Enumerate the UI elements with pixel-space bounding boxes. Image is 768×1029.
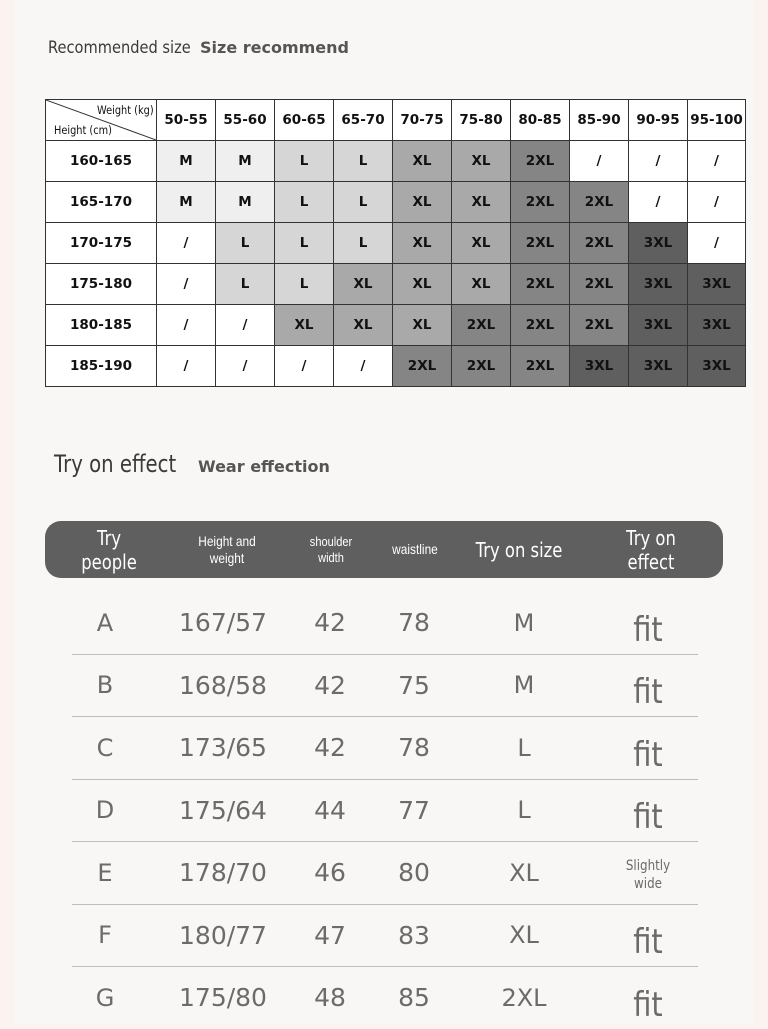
size-cell: 2XL [570,264,629,305]
height-header: 185-190 [46,346,157,387]
try-shoulder: 47 [314,920,346,950]
size-cell: XL [334,264,393,305]
size-chart-row [46,182,746,223]
size-chart-table [45,99,746,387]
size-cell: L [275,264,334,305]
size-cell: 2XL [570,223,629,264]
corner-weight-label: Weight (kg) [97,103,154,117]
try-header-bar [45,521,723,578]
try-effect: Slightly wide [625,857,671,892]
try-effect: fit [633,609,663,650]
try-shoulder: 44 [314,795,346,825]
size-cell: M [157,141,216,182]
try-effect: fit [633,672,663,713]
try-row [72,717,698,780]
size-cell: 2XL [570,305,629,346]
size-cell: 3XL [570,346,629,387]
try-person-id: B [96,671,114,700]
try-height-weight: 175/64 [179,795,267,825]
size-cell: / [216,346,275,387]
size-chart-row [46,264,746,305]
size-cell: / [157,264,216,305]
try-effect: fit [633,922,663,963]
size-cell: XL [393,264,452,305]
size-cell: / [570,141,629,182]
try-height-weight: 175/80 [179,983,267,1013]
size-cell: L [334,141,393,182]
corner-height-label: Height (cm) [54,123,112,137]
weight-header: 60-65 [275,100,334,141]
header-waistline: waistline [392,541,438,558]
try-size: M [513,608,535,637]
size-chart-row [46,223,746,264]
size-chart-header-row [46,100,746,141]
header-shoulder-width: shoulder width [309,533,353,565]
header-try-people: Try people [81,525,137,574]
size-cell: M [157,182,216,223]
try-section-title [54,450,330,478]
try-waist: 77 [398,795,430,825]
try-height-weight: 168/58 [179,670,267,700]
size-title: Recommended size [48,38,191,58]
try-row [72,780,698,843]
size-cell: XL [393,223,452,264]
size-cell: / [629,141,688,182]
size-cell: L [275,182,334,223]
try-waist: 80 [398,858,430,888]
size-cell: 2XL [452,305,511,346]
size-cell: / [157,305,216,346]
try-effect: fit [633,797,663,838]
size-subtitle: Size recommend [200,38,349,57]
size-cell: 2XL [511,264,570,305]
try-row [72,905,698,968]
size-cell: L [334,223,393,264]
size-cell: XL [393,141,452,182]
weight-header: 75-80 [452,100,511,141]
weight-header: 85-90 [570,100,629,141]
weight-header: 90-95 [629,100,688,141]
size-cell: / [688,223,746,264]
size-cell: XL [452,182,511,223]
try-size: M [513,671,535,700]
header-try-size: Try on size [475,537,563,562]
size-cell: 3XL [629,305,688,346]
size-cell: L [275,223,334,264]
try-height-weight: 178/70 [179,858,267,888]
try-waist: 75 [398,670,430,700]
size-cell: XL [452,223,511,264]
height-header: 175-180 [46,264,157,305]
size-cell: 2XL [570,182,629,223]
size-cell: 2XL [511,346,570,387]
size-cell: XL [393,182,452,223]
header-height-weight: Height and weight [198,532,256,566]
size-cell: 2XL [511,305,570,346]
size-section-title [48,38,349,58]
size-cell: / [629,182,688,223]
try-height-weight: 173/65 [179,733,267,763]
height-header: 170-175 [46,223,157,264]
try-effect: fit [633,984,663,1025]
try-person-id: D [95,796,115,825]
weight-header: 55-60 [216,100,275,141]
size-cell: 3XL [629,346,688,387]
size-cell: M [216,141,275,182]
size-cell: / [275,346,334,387]
weight-header: 50-55 [157,100,216,141]
try-waist: 78 [398,608,430,638]
try-size: 2XL [501,983,547,1012]
try-size: L [517,733,531,762]
try-title: Try on effect [54,450,177,478]
size-cell: XL [334,305,393,346]
try-rows [72,592,698,1029]
size-cell: / [157,346,216,387]
try-waist: 83 [398,920,430,950]
try-row [72,592,698,655]
try-person-id: A [96,608,114,637]
size-cell: 2XL [511,182,570,223]
try-shoulder: 48 [314,983,346,1013]
try-subtitle: Wear effection [198,457,330,476]
size-cell: M [216,182,275,223]
size-chart-row [46,346,746,387]
height-header: 180-185 [46,305,157,346]
try-person-id: F [98,921,112,950]
try-row [72,655,698,718]
try-shoulder: 42 [314,733,346,763]
size-cell: XL [452,264,511,305]
size-cell: / [157,223,216,264]
size-cell: L [275,141,334,182]
weight-header: 70-75 [393,100,452,141]
try-shoulder: 42 [314,608,346,638]
try-height-weight: 180/77 [179,920,267,950]
size-chart-corner [46,100,157,141]
size-cell: / [216,305,275,346]
size-cell: 2XL [511,223,570,264]
size-chart-row [46,141,746,182]
header-try-effect: Try on effect [626,525,676,574]
size-cell: 3XL [688,305,746,346]
size-cell: L [216,264,275,305]
size-chart-row [46,305,746,346]
try-size: XL [509,858,539,887]
try-size: XL [509,921,539,950]
size-cell: XL [393,305,452,346]
try-shoulder: 46 [314,858,346,888]
try-height-weight: 167/57 [179,608,267,638]
weight-header: 80-85 [511,100,570,141]
size-cell: L [216,223,275,264]
try-waist: 78 [398,733,430,763]
try-waist: 85 [398,983,430,1013]
size-cell: XL [275,305,334,346]
size-cell: 3XL [688,264,746,305]
try-person-id: E [97,858,113,887]
size-cell: L [334,182,393,223]
size-cell: 3XL [629,264,688,305]
size-cell: / [688,182,746,223]
try-row [72,967,698,1029]
size-cell: 3XL [629,223,688,264]
size-cell: / [688,141,746,182]
try-shoulder: 42 [314,670,346,700]
height-header: 165-170 [46,182,157,223]
height-header: 160-165 [46,141,157,182]
try-effect: fit [633,734,663,775]
size-cell: XL [452,141,511,182]
try-row [72,842,698,905]
try-person-id: G [95,983,115,1012]
size-cell: 2XL [393,346,452,387]
size-cell: 2XL [511,141,570,182]
size-cell: / [334,346,393,387]
try-person-id: C [96,733,114,762]
weight-header: 65-70 [334,100,393,141]
size-cell: 2XL [452,346,511,387]
try-size: L [517,796,531,825]
size-cell: 3XL [688,346,746,387]
weight-header: 95-100 [688,100,746,141]
